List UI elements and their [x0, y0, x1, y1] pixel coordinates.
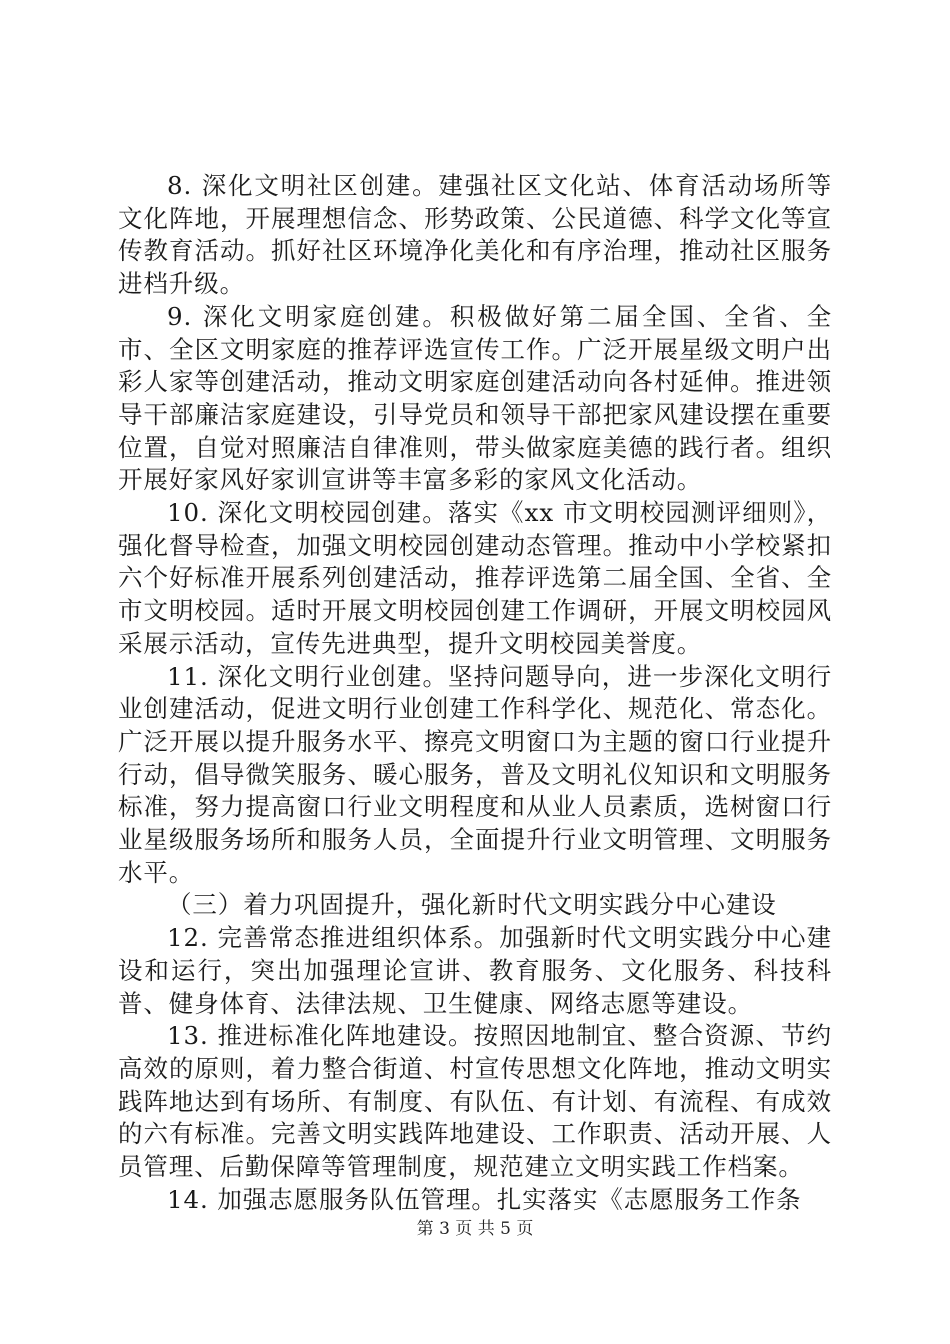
paragraph-volunteer: 14. 加强志愿服务队伍管理。扎实落实《志愿服务工作条 — [167, 1184, 802, 1214]
paragraph-campus: 10. 深化文明校园创建。落实《xx 市文明校园测评细则》，强化督导检查，加强文明校园创建动态管理。推动中小学校紧扣六个好标准开展系列创建活动，推荐评选第二届全国、全省、全市文明校园。适时开展文明校园创建工作调研，开展文明校园风采展示活动，宣传先进典型，提升文明校园美誉度。 — [118, 498, 832, 658]
paragraph-organization: 12. 完善常态推进组织体系。加强新时代文明实践分中心建设和运行，突出加强理论宣讲、教育服务、文化服务、科技科普、健身体育、法律法规、卫生健康、网络志愿等建设。 — [118, 923, 832, 1018]
paragraph-family: 9. 深化文明家庭创建。积极做好第二届全国、全省、全市、全区文明家庭的推荐评选宣传工作。广泛开展星级文明户出彩人家等创建活动，推动文明家庭创建活动向各村延伸。推进领导干部廉洁家庭建设，引导党员和领导干部把家风建设摆在重要位置，自觉对照廉洁自律准则，带头做家庭美德的践行者。组织开展好家风好家训宣讲等丰富多彩的家风文化活动。 — [118, 301, 832, 495]
section-heading: （三）着力巩固提升，强化新时代文明实践分中心建设 — [167, 890, 777, 920]
paragraph-standardization: 13. 推进标准化阵地建设。按照因地制宜、整合资源、节约高效的原则，着力整合街道、村宣传思想文化阵地，推动文明实践阵地达到有场所、有制度、有队伍、有计划、有流程、有成效的六有标准。完善文明实践阵地建设、工作职责、活动开展、人员管理、后勤保障等管理制度，规范建立文明实践工作档案。 — [118, 1021, 832, 1182]
page-number-footer: 第 3 页 共 5 页 — [416, 1219, 534, 1239]
paragraph-community: 8. 深化文明社区创建。建强社区文化站、体育活动场所等文化阵地，开展理想信念、形势政策、公民道德、科学文化等宣传教育活动。抓好社区环境净化美化和有序治理，推动社区服务进档升级。 — [118, 171, 832, 299]
paragraph-industry: 11. 深化文明行业创建。坚持问题导向，进一步深化文明行业创建活动，促进文明行业创建工作科学化、规范化、常态化。广泛开展以提升服务水平、擦亮文明窗口为主题的窗口行业提升行动，倡导微笑服务、暖心服务，普及文明礼仪知识和文明服务标准，努力提高窗口行业文明程度和从业人员素质，选树窗口行业星级服务场所和服务人员，全面提升行业文明管理、文明服务水平。 — [118, 661, 832, 887]
document-body — [118, 170, 832, 1217]
